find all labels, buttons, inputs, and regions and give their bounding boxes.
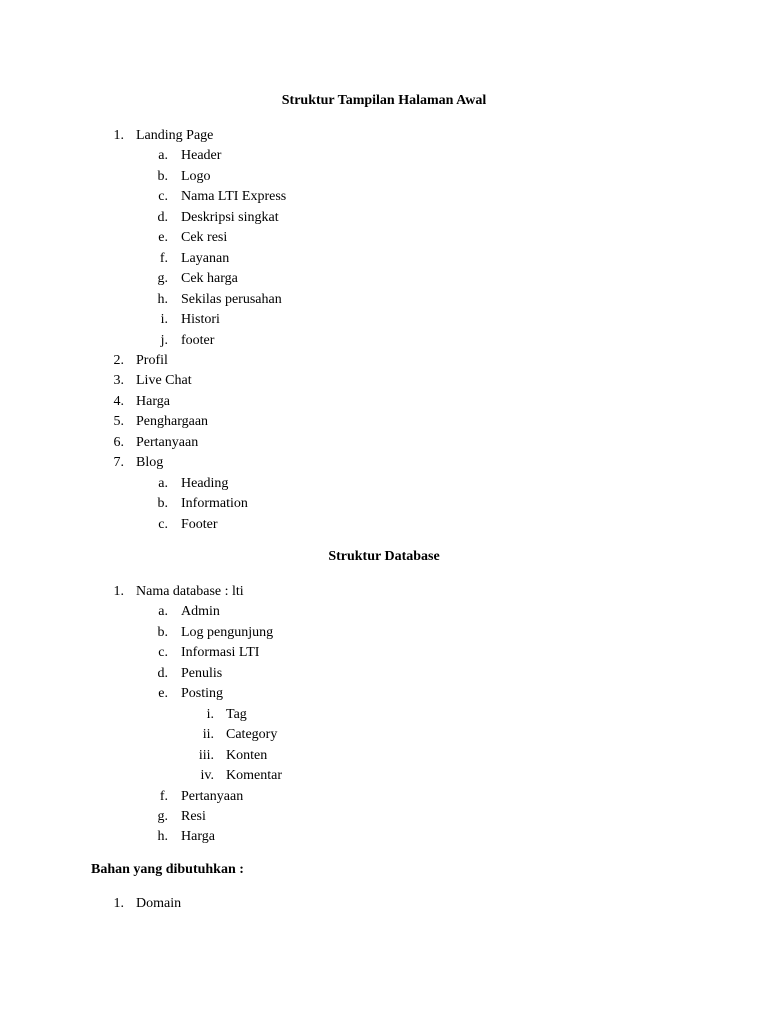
list-marker: iv. — [200, 768, 214, 784]
list-item-label: Admin — [181, 604, 220, 620]
list-item-label: Category — [226, 727, 278, 743]
list-item-label: Histori — [181, 312, 220, 328]
list-marker: e. — [158, 230, 168, 246]
list-item-label: Domain — [136, 896, 182, 911]
list-marker: 6. — [113, 434, 124, 450]
list-item-label: Nama LTI Express — [181, 189, 287, 205]
list-item-label: footer — [181, 332, 215, 348]
list-item-label: Tag — [226, 706, 247, 722]
list-marker: h. — [157, 291, 168, 307]
list-item-label: Resi — [181, 808, 206, 824]
list-item-label: Pertanyaan — [181, 788, 244, 804]
list-marker: c. — [158, 516, 168, 532]
list-marker: i. — [160, 312, 168, 328]
list-marker: 1. — [113, 128, 124, 143]
list-item-label: Blog — [136, 455, 164, 471]
list-marker: h. — [157, 829, 168, 845]
list-item-label: Log pengunjung — [181, 624, 274, 640]
list-marker: i. — [206, 706, 214, 722]
list-marker: 4. — [113, 393, 124, 409]
list-item-label: Konten — [226, 747, 268, 763]
list-marker: d. — [157, 209, 168, 225]
list-marker: a. — [158, 604, 168, 620]
list-item-label: Live Chat — [136, 373, 192, 389]
list-item-label: Sekilas perusahan — [181, 291, 282, 307]
list-item-label: Cek resi — [181, 230, 228, 246]
list-item-label: Logo — [181, 168, 211, 184]
list-marker: j. — [160, 332, 168, 348]
list-marker: e. — [158, 686, 168, 702]
list-item-label: Harga — [136, 393, 170, 409]
list-marker: 2. — [113, 352, 124, 368]
list-item-label: Footer — [181, 516, 218, 532]
list-item-label: Layanan — [181, 250, 230, 266]
list-item-label: Cek harga — [181, 271, 238, 287]
list-marker: b. — [157, 624, 168, 640]
list-marker: g. — [157, 808, 168, 824]
list-item-label: Header — [181, 148, 222, 164]
list-marker: c. — [158, 645, 168, 661]
list-marker: g. — [157, 271, 168, 287]
list-item-label: Penghargaan — [136, 414, 209, 430]
section1-title: Struktur Tampilan Halaman Awal — [281, 93, 487, 108]
list-marker: ii. — [202, 727, 214, 743]
list-marker: 7. — [113, 455, 124, 471]
list-item-label: Pertanyaan — [136, 434, 199, 450]
list-item-label: Harga — [181, 829, 215, 845]
list-marker: 1. — [113, 584, 124, 599]
list-item-label: Landing Page — [136, 128, 214, 143]
section2-title: Struktur Database — [328, 549, 440, 564]
list-marker: a. — [158, 148, 168, 164]
list-marker: c. — [158, 189, 168, 205]
list-marker: b. — [157, 168, 168, 184]
section3-title: Bahan yang dibutuhkan : — [91, 862, 244, 877]
list-item-label: Heading — [181, 475, 229, 491]
list-marker: 5. — [113, 414, 124, 430]
list-item-label: Informasi LTI — [181, 645, 260, 661]
list-item-label: Information — [181, 496, 248, 512]
list-marker: 1. — [113, 896, 124, 911]
list-marker: f. — [159, 788, 168, 804]
list-item-label: Penulis — [181, 665, 223, 681]
list-item-label: Komentar — [226, 768, 282, 784]
list-marker: iii. — [198, 747, 214, 763]
list-item-label: Nama database : lti — [136, 584, 244, 599]
list-item-label: Deskripsi singkat — [181, 209, 279, 225]
list-marker: d. — [157, 665, 168, 681]
list-item-label: Posting — [181, 686, 224, 702]
list-marker: f. — [159, 250, 168, 266]
list-marker: b. — [157, 496, 168, 512]
list-marker: 3. — [113, 373, 124, 389]
list-marker: a. — [158, 475, 168, 491]
list-item-label: Profil — [136, 352, 168, 368]
